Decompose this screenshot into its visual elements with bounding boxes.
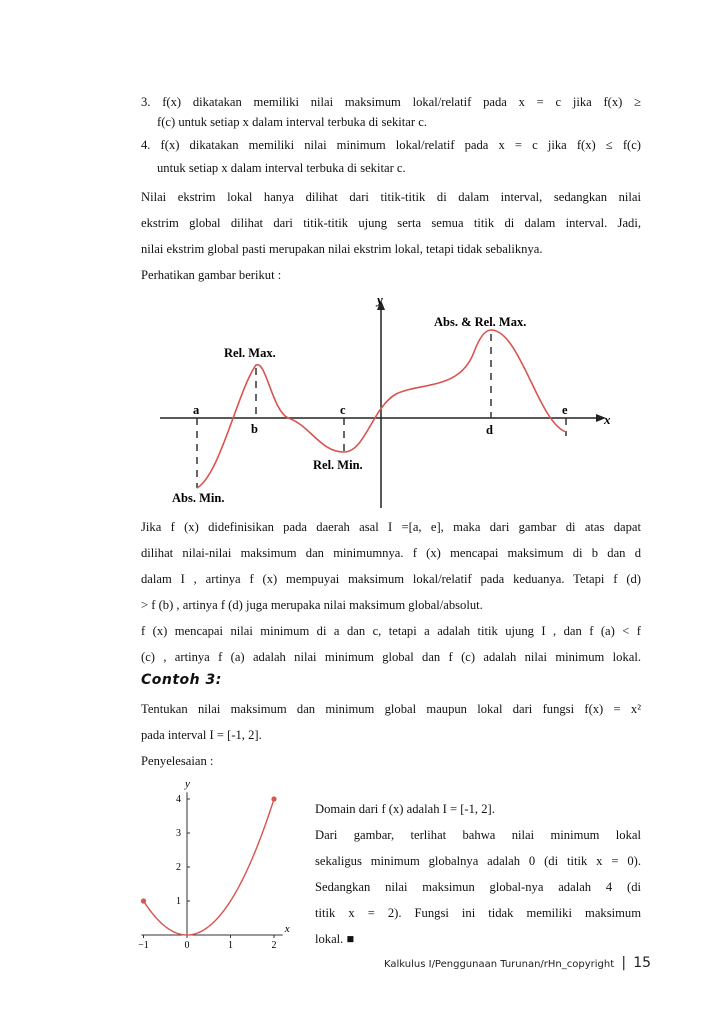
point-label-c: c xyxy=(340,403,346,417)
answer-line-1: Domain dari f (x) adalah I = [-1, 2]. xyxy=(315,802,495,816)
answer-line-3: sekaligus minimum globalnya adalah 0 (di titik x = 0). xyxy=(315,854,641,868)
parabola-x-tick-label: 0 xyxy=(184,940,190,950)
answer-line-5: titik x = 2). Fungsi ini tidak memiliki maksimum xyxy=(315,906,641,920)
parabola-y-tick-label: 2 xyxy=(176,862,181,873)
label-rel-min: Rel. Min. xyxy=(313,458,363,472)
paragraph-2-line-2: dilihat nilai-nilai maksimum dan minimumnya. f (x) mencapai maksimum di b dan d xyxy=(141,546,641,560)
page-number: 15 xyxy=(633,955,652,971)
parabola-x-tick-label: 2 xyxy=(271,940,277,950)
item-3-line-2: f(c) untuk setiap x dalam interval terbuka di sekitar c. xyxy=(157,115,427,129)
example-heading: Contoh 3: xyxy=(141,672,222,688)
paragraph-2-line-1: Jika f (x) didefinisikan pada daerah asal I =[a, e], maka dari gambar di atas dapat xyxy=(141,520,641,534)
point-label-d: d xyxy=(486,423,493,437)
point-label-a: a xyxy=(193,403,200,417)
x-axis-label: x xyxy=(604,412,611,427)
parabola-endpoint xyxy=(141,898,146,903)
parabola-x-tick-label: 1 xyxy=(228,940,233,950)
answer-line-4: Sedangkan nilai maksimun global-nya adalah 4 (di xyxy=(315,880,641,894)
label-abs-min: Abs. Min. xyxy=(172,491,225,505)
footer-separator: | xyxy=(621,955,627,971)
example-question-line-1: Tentukan nilai maksimum dan minimum global maupun lokal dari fungsi f(x) = x² xyxy=(141,702,641,716)
figure-intro: Perhatikan gambar berikut : xyxy=(141,268,282,282)
answer-line-6: lokal. ■ xyxy=(315,932,355,946)
parabola-y-tick-label: 3 xyxy=(176,828,181,839)
solution-label: Penyelesaian : xyxy=(141,754,214,768)
parabola-y-tick-label: 1 xyxy=(176,896,181,907)
paragraph-2-line-6: (c) , artinya f (a) adalah nilai minimum global dan f (c) adalah nilai minimum lokal. xyxy=(141,650,641,664)
paragraph-1-line-1: Nilai ekstrim lokal hanya dilihat dari titik-titik di dalam interval, sedangkan nilai xyxy=(141,190,641,204)
item-4-line-2: untuk setiap x dalam interval terbuka di sekitar c. xyxy=(157,161,406,175)
item-4-line-1: 4. f(x) dikatakan memiliki nilai minimum lokal/relatif pada x = c jika f(x) ≤ f(c) xyxy=(141,138,641,152)
paragraph-2-line-4: > f (b) , artinya f (d) juga merupaka nilai maksimum global/absolut. xyxy=(141,598,483,612)
parabola-curve xyxy=(144,799,275,935)
item-3-line-1: 3. f(x) dikatakan memiliki nilai maksimum lokal/relatif pada x = c jika f(x) ≥ xyxy=(141,95,641,109)
footer-text: Kalkulus I/Penggunaan Turunan/rHn_copyright xyxy=(384,959,615,970)
y-axis-label: y xyxy=(377,292,383,307)
parabola-chart xyxy=(135,775,305,950)
paragraph-1-line-3: nilai ekstrim global pasti merupakan nilai ekstrim lokal, tetapi tidak sebaliknya. xyxy=(141,242,543,256)
parabola-endpoint xyxy=(271,796,276,801)
parabola-y-label: y xyxy=(185,778,190,790)
paragraph-1-line-2: ekstrim global dilihat dari titik-titik ujung serta semua titik di dalam interval. Jadi, xyxy=(141,216,641,230)
example-question-line-2: pada interval I = [-1, 2]. xyxy=(141,728,262,742)
label-abs-rel-max: Abs. & Rel. Max. xyxy=(434,315,527,329)
parabola-x-label: x xyxy=(284,923,290,935)
parabola-y-tick-label: 4 xyxy=(176,794,181,805)
label-rel-max: Rel. Max. xyxy=(224,346,276,360)
parabola-x-tick-label: −1 xyxy=(138,940,149,950)
answer-line-2: Dari gambar, terlihat bahwa nilai minimum lokal xyxy=(315,828,641,842)
page-footer xyxy=(384,955,651,971)
extrema-figure xyxy=(160,290,620,510)
paragraph-2-line-5: f (x) mencapai nilai minimum di a dan c, tetapi a adalah titik ujung I , dan f (a) < f xyxy=(141,624,641,638)
point-label-b: b xyxy=(251,422,258,436)
paragraph-2-line-3: dalam I , artinya f (x) mempuyai maksimum lokal/relatif pada keduanya. Tetapi f (d) xyxy=(141,572,641,586)
point-label-e: e xyxy=(562,403,568,417)
